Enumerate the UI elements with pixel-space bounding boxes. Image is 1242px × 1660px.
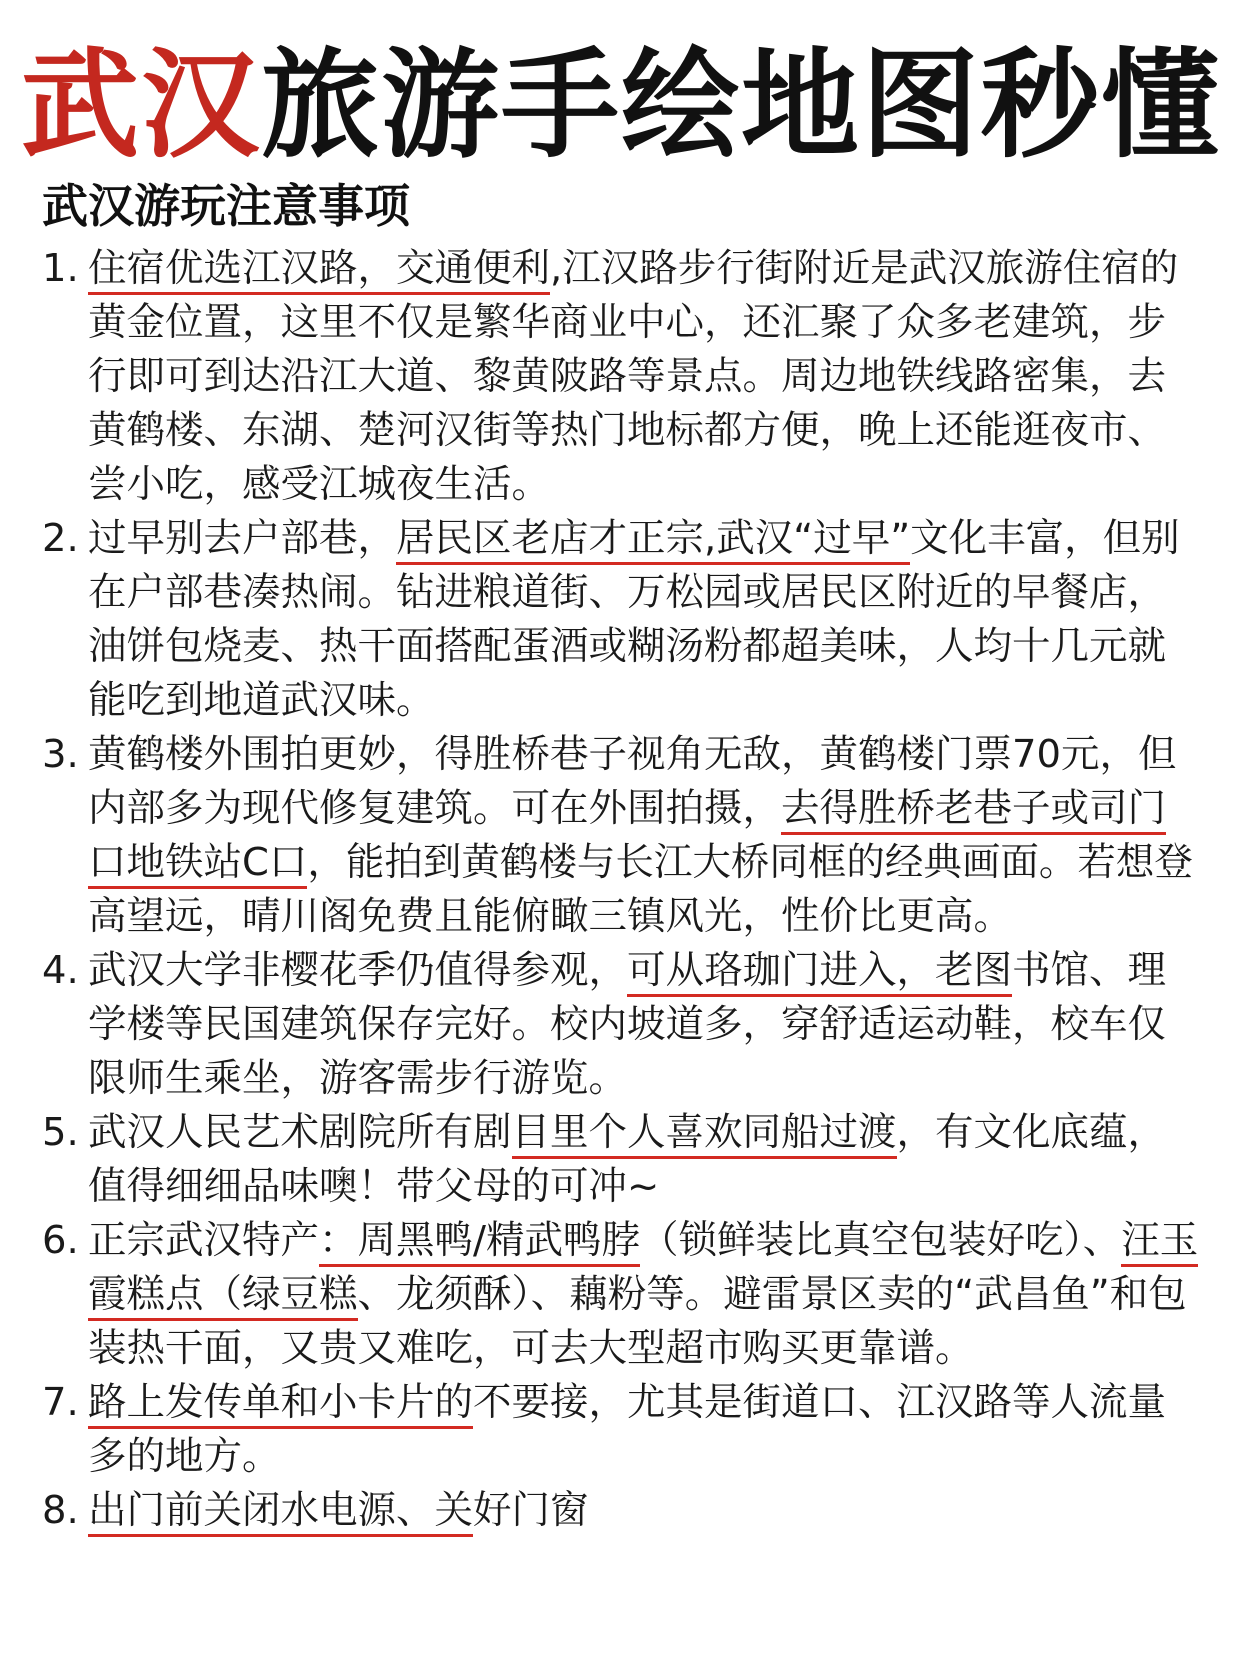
body-text: ，有文化底蕴，值得细细品味噢！带父母的可冲~ [88, 1110, 1167, 1209]
page-title [0, 36, 1242, 174]
title-highlight: 武汉 [20, 36, 261, 174]
list-item [42, 1484, 1202, 1538]
list-item [42, 728, 1202, 944]
list-item [42, 242, 1202, 512]
body-text: 文化丰富，但别在户部巷凑热闹。钻进粮道街、万松园或居民区附近的早餐店，油饼包烧麦、热干面搭配蛋酒或糊汤粉都超美味，人均十几元就能吃到地道武汉味。 [88, 516, 1180, 723]
body-text: 武汉大学非樱花季仍值得参观， [88, 948, 628, 993]
list-item-text [88, 242, 1202, 512]
underlined-text: 可从珞珈门进入，老图 [627, 948, 1012, 997]
list-item [42, 944, 1202, 1106]
list-item-number: 1. [42, 246, 79, 291]
underlined-text: 汪玉霞糕点（绿豆糕 [88, 1218, 1198, 1321]
list-item-number: 8. [42, 1488, 79, 1533]
underlined-text: ：周黑鸭/精武鸭脖 [319, 1218, 640, 1267]
body-text: 黄鹤楼外围拍更妙，得胜桥巷子视角无敌，黄鹤楼门票70元，但内部多为现代修复建筑。可在外围拍摄， [88, 732, 1177, 831]
body-text: 正宗武汉特产 [88, 1218, 320, 1263]
body-text: 过早别去户部巷， [88, 516, 397, 561]
list-item-number: 4. [42, 948, 79, 993]
body-text: 书馆、理学楼等民国建筑保存完好。校内坡道多，穿舒适运动鞋，校车仅限师生乘坐，游客需步行游览。 [88, 948, 1167, 1101]
list-item-text [88, 1214, 1202, 1376]
body-text: （锁鲜装比真空包装好吃）、 [640, 1218, 1122, 1263]
list-item-number: 5. [42, 1110, 79, 1155]
list-item-text [88, 728, 1202, 944]
underlined-text: 居民区老店才正宗,武汉“过早” [396, 516, 910, 565]
list-item-text [88, 512, 1202, 728]
tips-list [42, 242, 1202, 1538]
body-text: ，能拍到黄鹤楼与长江大桥同框的经典画面。若想登高望远，晴川阁免费且能俯瞰三镇风光，性价比更高。 [88, 840, 1193, 939]
list-item-text [88, 1106, 1202, 1214]
underlined-text: 出门前关闭水电源、关 [88, 1488, 473, 1537]
underlined-text: 住宿优选江汉路，交通便利 [88, 246, 550, 295]
section-heading: 武汉游玩注意事项 [42, 179, 410, 233]
body-text: 武汉人民艺术剧院所有剧 [88, 1110, 512, 1155]
underlined-text: 目里个人喜欢同船过渡 [512, 1110, 897, 1159]
list-item [42, 1214, 1202, 1376]
title-main: 旅游手绘地图秒懂 [261, 36, 1222, 174]
list-item [42, 1376, 1202, 1484]
list-item-text [88, 1484, 1202, 1538]
list-item [42, 512, 1202, 728]
list-item-number: 3. [42, 732, 79, 777]
list-item-text [88, 1376, 1202, 1484]
underlined-text: 路上发传单和小卡片的 [88, 1380, 473, 1429]
list-item-text [88, 944, 1202, 1106]
list-item [42, 1106, 1202, 1214]
body-text: 不要接，尤其是街道口、江汉路等人流量多的地方。 [88, 1380, 1167, 1479]
list-item-number: 6. [42, 1218, 79, 1263]
body-text: 好门窗 [473, 1488, 589, 1533]
list-item-number: 2. [42, 516, 79, 561]
underlined-text: 去得胜桥老巷子或司门口地铁站C口 [88, 786, 1166, 889]
list-item-number: 7. [42, 1380, 79, 1425]
body-text: 、龙须酥）、藕粉等。避雷景区卖的“武昌鱼”和包装热干面，又贵又难吃，可去大型超市购买更靠谱。 [88, 1272, 1187, 1371]
body-text: ,江汉路步行街附近是武汉旅游住宿的黄金位置，这里不仅是繁华商业中心，还汇聚了众多老建筑，步行即可到达沿江大道、黎黄陂路等景点。周边地铁线路密集，去黄鹤楼、东湖、楚河汉街等热门地标都方便，晚上还能逛夜市、尝小吃，感受江城夜生活。 [88, 246, 1179, 507]
